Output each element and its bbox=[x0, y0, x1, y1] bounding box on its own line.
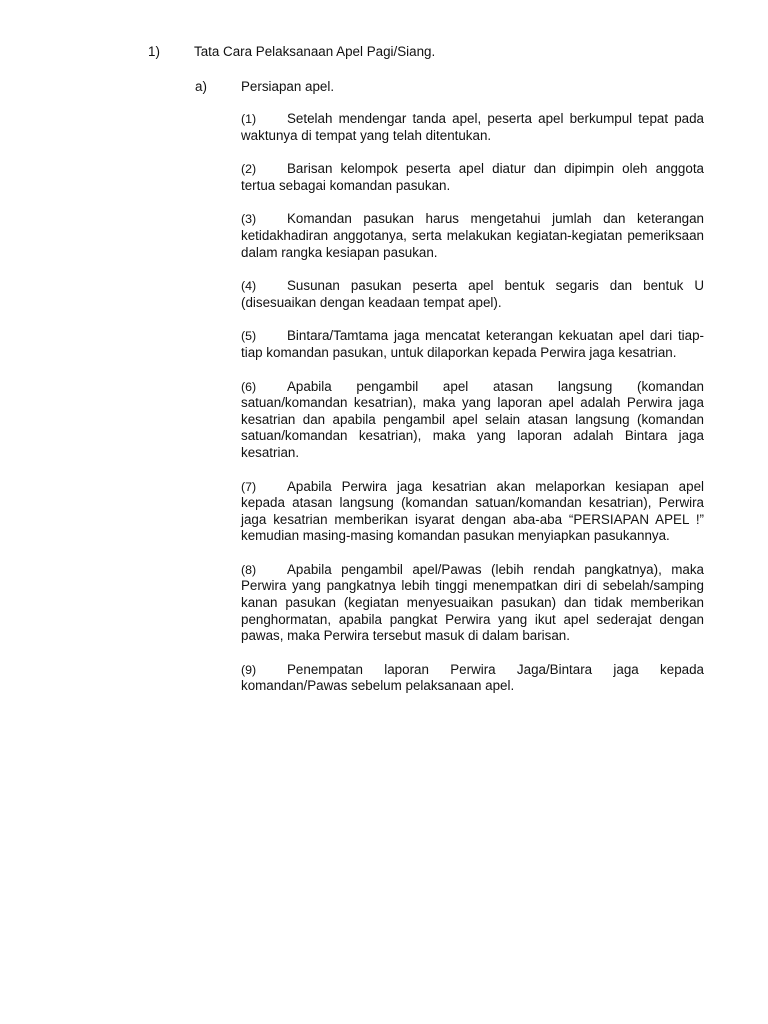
item-text: Setelah mendengar tanda apel, peserta apel berkumpul tepat pada waktunya di tempat yang telah ditentukan. bbox=[241, 111, 704, 143]
subsection-number: a) bbox=[195, 79, 207, 94]
item-number: (5) bbox=[241, 329, 257, 344]
item-number: (3) bbox=[241, 212, 257, 227]
item-text: Apabila pengambil apel/Pawas (lebih rendah pangkatnya), maka Perwira yang pangkatnya lebih tinggi menempatkan diri di sebelah/samping kanan pasukan (kegiatan menyesuaikan pasukan) dan tidak memberikan penghormatan, apabila pangkat Perwira yang ikut apel sederajat dengan pawas, maka Perwira tersebut masuk di dalam barisan. bbox=[241, 561, 704, 644]
item-number: (2) bbox=[241, 162, 257, 177]
item-text: Penempatan laporan Perwira Jaga/Bintara jaga kepada komandan/Pawas sebelum pelaksanaan apel. bbox=[241, 661, 704, 694]
item-text: Komandan pasukan harus mengetahui jumlah dan keterangan ketidakhadiran anggotanya, serta melakukan kegiatan-kegiatan pemeriksaan dalam rangka kesiapan pasukan. bbox=[241, 211, 704, 260]
list-item bbox=[241, 278, 704, 311]
list-item bbox=[241, 479, 704, 545]
list-item bbox=[241, 111, 704, 144]
item-number: (7) bbox=[241, 479, 257, 494]
item-list bbox=[241, 111, 704, 712]
subsection-title: Persiapan apel. bbox=[241, 79, 335, 94]
item-text: Bintara/Tamtama jaga mencatat keterangan kekuatan apel dari tiap-tiap komandan pasukan, untuk dilaporkan kepada Perwira jaga kesatrian. bbox=[241, 328, 704, 360]
list-item bbox=[241, 662, 704, 695]
item-text: Susunan pasukan peserta apel bentuk segaris dan bentuk U (disesuaikan dengan keadaan tempat apel). bbox=[241, 278, 704, 310]
list-item bbox=[241, 562, 704, 645]
item-text: Apabila pengambil apel atasan langsung (komandan satuan/komandan kesatrian), maka yang laporan apel adalah Perwira jaga kesatrian dan apabila pengambil apel selain atasan langsung (komandan satuan/komandan kesatrian), maka yang laporan adalah Bintara jaga kesatrian. bbox=[241, 378, 704, 460]
list-item bbox=[241, 161, 704, 194]
item-number: (9) bbox=[241, 662, 257, 677]
section-title: Tata Cara Pelaksanaan Apel Pagi/Siang. bbox=[194, 44, 436, 59]
list-item bbox=[241, 211, 704, 261]
item-number: (6) bbox=[241, 379, 257, 394]
item-number: (4) bbox=[241, 279, 257, 294]
item-text: Barisan kelompok peserta apel diatur dan dipimpin oleh anggota tertua sebagai komandan pasukan. bbox=[241, 161, 704, 193]
list-item bbox=[241, 328, 704, 361]
section-number: 1) bbox=[148, 44, 160, 59]
item-number: (1) bbox=[241, 112, 257, 126]
item-number: (8) bbox=[241, 562, 257, 577]
list-item bbox=[241, 379, 704, 462]
item-text: Apabila Perwira jaga kesatrian akan melaporkan kesiapan apel kepada atasan langsung (komandan satuan/komandan kesatrian), Perwira jaga kesatrian memberikan isyarat dengan aba-aba “PERSIAPAN APEL !” kemudian masing-masing komandan pasukan menyiapkan pasukannya. bbox=[241, 478, 704, 544]
